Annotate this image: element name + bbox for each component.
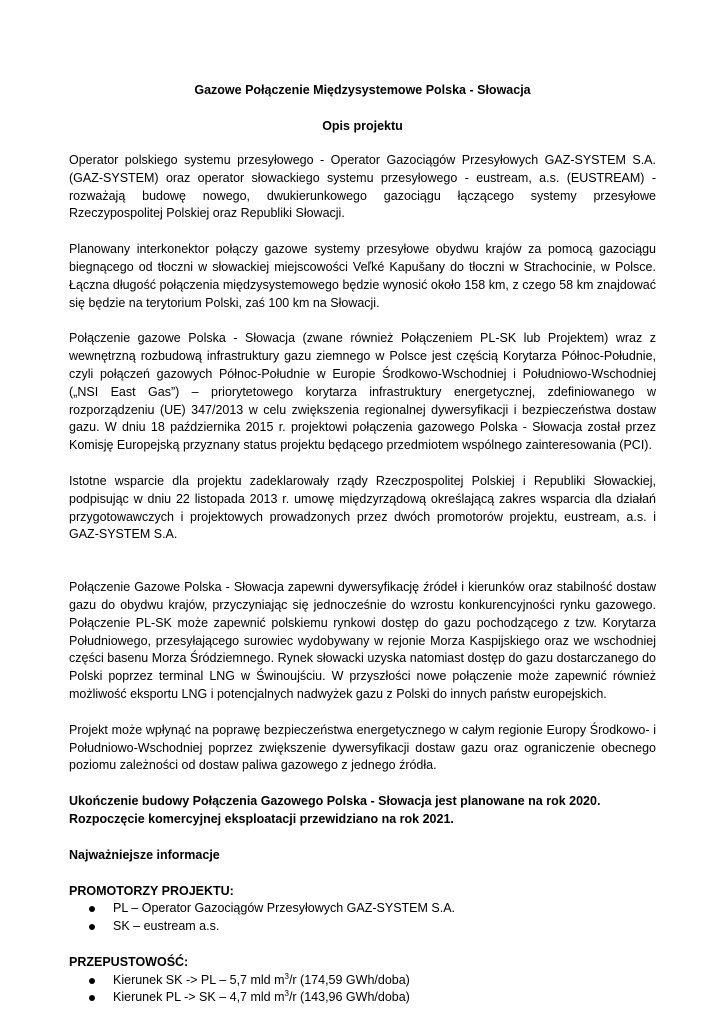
completion-block: [69, 793, 656, 829]
list-item: [89, 900, 656, 918]
list-item: [89, 918, 656, 936]
paragraph-security: Projekt może wpłynąć na poprawę bezpieczeństwa energetycznego w całym regionie Europy Środkowo- i Południowo-Wschodniej poprzez zwiększenie dywersyfikacji dostaw gazu oraz ograniczenie obecnego poziomu zależności od dostaw paliwa gazowego z jednego źródła.: [69, 722, 656, 773]
key-info-heading: Najważniejsze informacje: [69, 847, 220, 862]
promoter-sk: SK – eustream a.s.: [113, 919, 220, 934]
bullet-icon: [89, 978, 95, 984]
capacity-pl-sk-prefix: Kierunek PL -> SK – 4,7 mld m: [113, 990, 285, 1005]
promoters-heading: PROMOTORZY PROJEKTU:: [69, 883, 234, 898]
document-subtitle: Opis projektu: [322, 119, 403, 133]
bullet-icon: [89, 906, 95, 912]
list-item: [89, 972, 656, 990]
list-item: [89, 989, 656, 1007]
paragraph-corridor: Połączenie gazowe Polska - Słowacja (zwane również Połączeniem PL-SK lub Projektem) wraz z wewnętrzną rozbudową infrastruktury gazu ziemnego w Polsce jest częścią Korytarza Północ-Południe, czyli połączeń gazowych Północ-Południe w Europie Środkowo-Wschodniej i Południowo-Wschodniej („NSI East Gas”) – priorytetowego korytarza infrastruktury energetycznej, zdefiniowanego w rozporządzeniu (UE) 347/2013 w celu zwiększenia regionalnej dywersyfikacji i bezpieczeństwa dostaw gazu. W dniu 18 października 2015 r. projektowi połączenia gazowego Polska - Słowacja został przez Komisję Europejską przyznany status projektu będącego przedmiotem wspólnego zainteresowania (PCI).: [69, 331, 656, 453]
document-title: Gazowe Połączenie Międzysystemowe Polska - Słowacja: [194, 83, 531, 97]
paragraph-intro: Operator polskiego systemu przesyłowego - Operator Gazociągów Przesyłowych GAZ-SYSTEM S.A. (GAZ-SYSTEM) oraz operator słowackiego systemu przesyłowego - eustream, a.s. (EUSTREAM) - rozważają budowę nowego, dwukierunkowego gazociągu łączącego systemy przesyłowe Rzeczypospolitej Polskiej oraz Republiki Słowacji.: [69, 153, 656, 221]
capacity-sk-pl-suffix: /r (174,59 GWh/doba): [288, 972, 410, 987]
promoter-pl: PL – Operator Gazociągów Przesyłowych GAZ-SYSTEM S.A.: [113, 901, 456, 916]
bullet-icon: [89, 995, 95, 1001]
paragraph-route: Planowany interkonektor połączy gazowe systemy przesyłowe obydwu krajów za pomocą gazociągu biegnącego od tłoczni w słowackiej miejscowości Veľké Kapušany do tłoczni w Strachocinie, w Polsce. Łączna długość połączenia międzysystemowego będzie wynosić około 158 km, z czego 58 km znajdować się będzie na terytorium Polski, zaś 100 km na Słowacji.: [69, 242, 656, 310]
capacity-pl-sk-unit-sup: 3: [284, 989, 289, 999]
bullet-icon: [89, 924, 95, 930]
capacity-list: [69, 972, 656, 1008]
capacity-heading: PRZEPUSTOWOŚĆ:: [69, 954, 189, 969]
completion-line-1: Ukończenie budowy Połączenia Gazowego Polska - Słowacja jest planowane na rok 2020.: [69, 794, 601, 809]
completion-line-2: Rozpoczęcie komercyjnej eksploatacji przewidziano na rok 2021.: [69, 811, 454, 826]
capacity-sk-pl-unit-sup: 3: [284, 971, 289, 981]
capacity-pl-sk-suffix: /r (143,96 GWh/doba): [288, 990, 410, 1005]
paragraph-support: Istotne wsparcie dla projektu zadeklarowały rządy Rzeczpospolitej Polskiej i Republiki Słowackiej, podpisując w dniu 22 listopada 2013 r. umowę międzyrządową określającą zakres wsparcia dla działań przygotowawczych i projektowych prowadzonych przez dwóch promotorów projektu, eustream, a.s. i GAZ-SYSTEM S.A.: [69, 473, 656, 542]
paragraph-diversification: Połączenie Gazowe Polska - Słowacja zapewni dywersyfikację źródeł i kierunków oraz stabilność dostaw gazu do obydwu krajów, przyczyniając się jednocześnie do wzrostu konkurencyjności rynku gazowego. Połączenie PL-SK może zapewnić polskiemu rynkowi dostęp do gazu pochodzącego z tzw. Korytarza Południowego, przesyłającego surowiec wydobywany w rejonie Morza Kaspijskiego oraz we wschodniej części basenu Morza Śródziemnego. Rynek słowacki uzyska natomiast dostęp do gazu dostarczanego do Polski poprzez terminal LNG w Świnoujściu. W przyszłości nowe połączenie może zapewnić również możliwość eksportu LNG i potencjalnych nadwyżek gazu z Polski do innych państw europejskich.: [69, 580, 656, 701]
promoters-list: [69, 900, 656, 936]
capacity-sk-pl-prefix: Kierunek SK -> PL – 5,7 mld m: [113, 972, 285, 987]
